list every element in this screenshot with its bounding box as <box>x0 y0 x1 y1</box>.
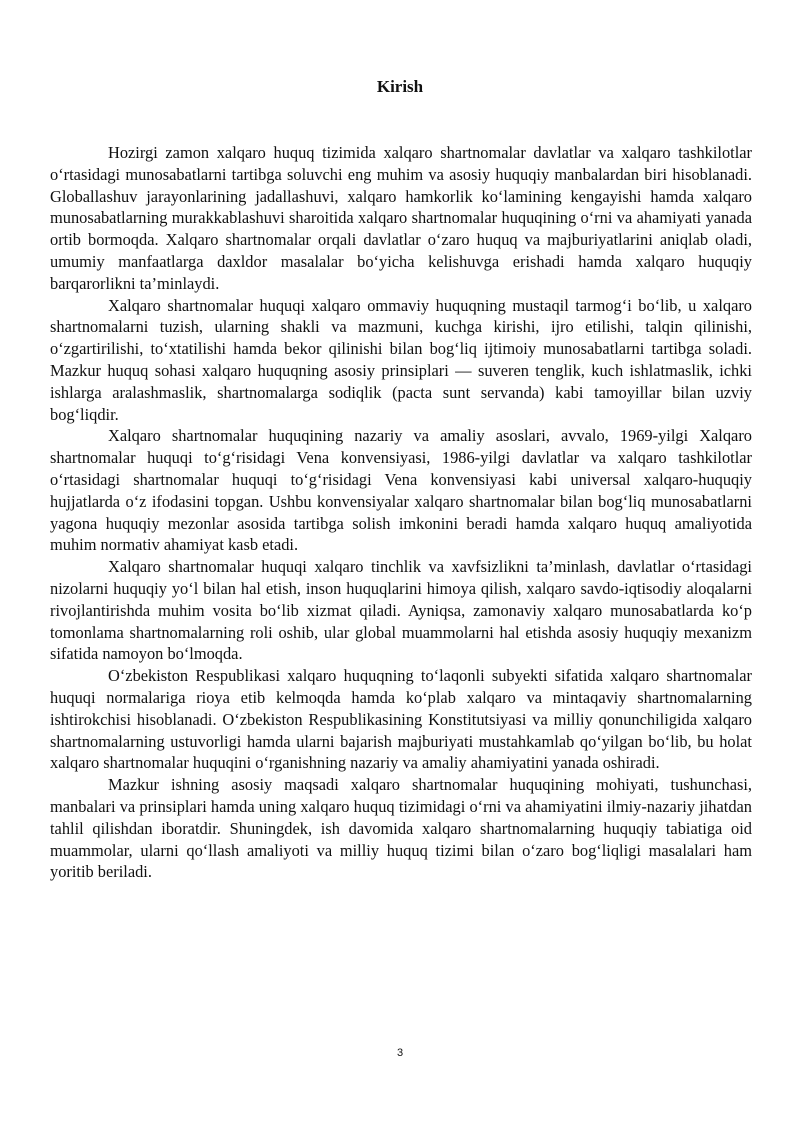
paragraph-6: Mazkur ishning asosiy maqsadi xalqaro shartnomalar huquqining mohiyati, tushunchasi, manbalari va prinsiplari hamda uning xalqaro huquq tizimidagi o‘rni va ahamiyatini ilmiy-nazariy jihatdan tahlil qilishdan iboratdir. Shuningdek, ish davomida xalqaro shartnomalarning huquqiy tabiatiga oid muammolar, ularni qo‘llash amaliyoti va milliy huquq tizimi bilan o‘zaro bog‘liqligi masalalari ham yoritib beriladi. <box>50 775 752 882</box>
paragraph-2: Xalqaro shartnomalar huquqi xalqaro ommaviy huquqning mustaqil tarmog‘i bo‘lib, u xalqaro shartnomalarni tuzish, ularning shakli va mazmuni, kuchga kirishi, ijro etilishi, talqin qilinishi, o‘zgartirilishi, to‘xtatilishi hamda bekor qilinishi bilan bog‘liq ijtimoiy munosabatlarni tartibga soladi. Mazkur huquq sohasi xalqaro huquqning asosiy prinsiplari — suveren tenglik, kuch ishlatmaslik, ichki ishlarga aralashmaslik, shartnomalarga sodiqlik (pacta sunt servanda) kabi tamoyillar bilan uzviy bog‘liqdir. <box>50 295 752 424</box>
paragraph-4: Xalqaro shartnomalar huquqi xalqaro tinchlik va xavfsizlikni ta’minlash, davlatlar o‘rtasidagi nizolarni huquqiy yo‘l bilan hal etish, inson huquqlarini himoya qilish, xalqaro savdo-iqtisodiy aloqalarni rivojlantirishda muhim vosita bo‘lib xizmat qiladi. Ayniqsa, zamonaviy xalqaro munosabatlarda ko‘p tomonlama shartnomalarning roli oshib, ular global muammolarni hal etishda asosiy huquqiy mexanizm sifatida namoyon bo‘lmoqda. <box>50 557 752 664</box>
section-title: Kirish <box>376 77 424 96</box>
paragraph-1: Hozirgi zamon xalqaro huquq tizimida xalqaro shartnomalar davlatlar va xalqaro tashkilotlar o‘rtasidagi munosabatlarni tartibga soluvchi eng muhim va asosiy huquqiy manbalardan biri hisoblanadi. Globallashuv jarayonlarining jadallashuvi, xalqaro hamkorlik ko‘lamining kengayishi hamda xalqaro munosabatlarning murakkablashuvi sharoitida xalqaro shartnomalar huquqining o‘rni va ahamiyati yanada ortib bormoqda. Xalqaro shartnomalar orqali davlatlar o‘zaro huquq va majburiyatlarini aniqlab oladi, umumiy manfaatlarga daxldor masalalar bo‘yicha kelishuvga erishadi hamda xalqaro huquqiy barqarorlikni ta’minlaydi. <box>50 143 752 293</box>
body-text <box>50 142 752 883</box>
paragraph-3: Xalqaro shartnomalar huquqining nazariy va amaliy asoslari, avvalo, 1969-yilgi Xalqaro shartnomalar huquqi to‘g‘risidagi Vena konvensiyasi, 1986-yilgi davlatlar va xalqaro tashkilotlar o‘rtasidagi shartnomalar huquqi to‘g‘risidagi Vena konvensiyasi kabi universal xalqaro-huquqiy hujjatlarda o‘z ifodasini topgan. Ushbu konvensiyalar xalqaro shartnomalar bilan bog‘liq munosabatlarni yagona huquqiy mezonlar asosida tartibga solish imkonini beradi hamda xalqaro huquq amaliyotida muhim normativ ahamiyat kasb etadi. <box>50 426 752 555</box>
page-number: 3 <box>396 1047 404 1059</box>
paragraph-5: O‘zbekiston Respublikasi xalqaro huquqning to‘laqonli subyekti sifatida xalqaro shartnomalar huquqi normalariga rioya etib kelmoqda hamda ko‘plab xalqaro va mintaqaviy shartnomalarning ishtirokchisi hisoblanadi. O‘zbekiston Respublikasining Konstitutsiyasi va milliy qonunchiligida xalqaro shartnomalarning ustuvorligi hamda ularni bajarish majburiyati mustahkamlab qo‘yilgan bo‘lib, bu holat xalqaro shartnomalar huquqini o‘rganishning nazariy va amaliy ahamiyatini yanada oshiradi. <box>50 666 752 773</box>
